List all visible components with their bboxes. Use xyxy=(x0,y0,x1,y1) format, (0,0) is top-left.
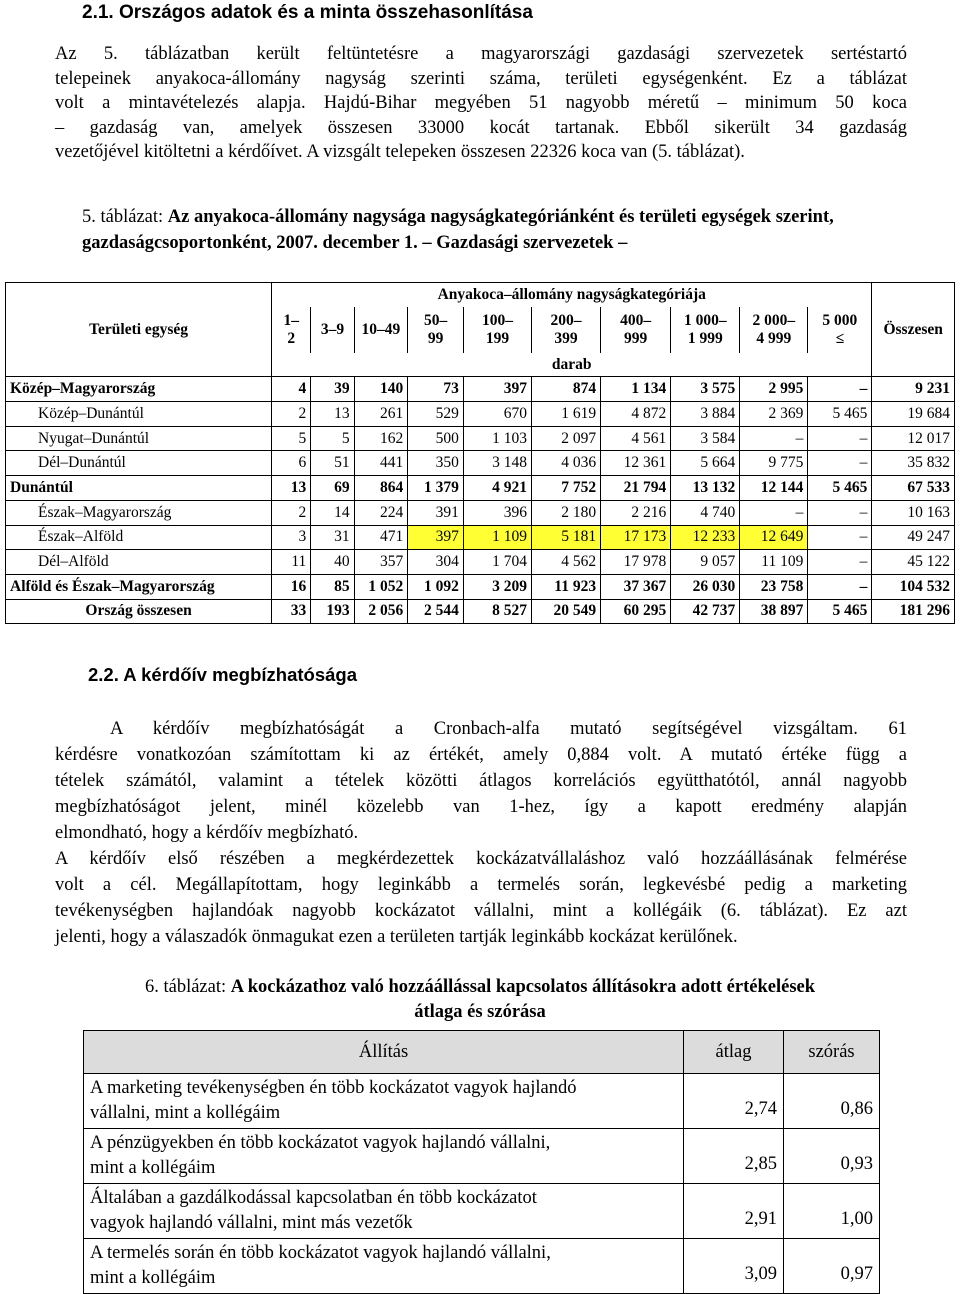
table5-cell: 45 122 xyxy=(872,550,955,575)
table5-cell: – xyxy=(808,525,872,550)
table5-caption xyxy=(82,205,902,256)
table6-header-statement: Állítás xyxy=(84,1031,684,1074)
reliability-paragraph xyxy=(55,716,907,950)
table5-cell: 1 092 xyxy=(408,574,464,599)
reliability-line-1 xyxy=(55,716,907,742)
table5-size-category xyxy=(531,307,600,353)
table5-header-unit: darab xyxy=(272,353,872,377)
table6 xyxy=(83,1030,880,1294)
size-category-to: 1 999 xyxy=(687,329,723,347)
table5-cell: 4 xyxy=(272,377,311,402)
table5-row xyxy=(6,451,955,476)
reliability-line-2-text: kérdésre vonatkozóan számítottam ki az értékét, amely 0,884 volt. A mutató értéke függ a xyxy=(55,745,907,765)
table5-cell: 12 017 xyxy=(872,426,955,451)
table5-cell: – xyxy=(808,500,872,525)
table5-row-label: Közép–Magyarország xyxy=(6,377,272,402)
table5-cell: 12 649 xyxy=(740,525,808,550)
table5-cell: 5 465 xyxy=(808,599,872,624)
table5-size-category xyxy=(601,307,671,353)
table5-header-total: Összesen xyxy=(872,283,955,377)
table5-cell: 5 465 xyxy=(808,476,872,501)
table5-cell: 2 995 xyxy=(740,377,808,402)
table5-cell: 85 xyxy=(311,574,354,599)
table5-cell: 104 532 xyxy=(872,574,955,599)
table6-statement-line: A marketing tevékenységben én több kockázatot vagyok hajlandó xyxy=(90,1078,577,1098)
table5-cell: 140 xyxy=(354,377,408,402)
table5-header-region: Területi egység xyxy=(6,283,272,377)
table5-cell: 350 xyxy=(408,451,464,476)
size-category-to: 4 999 xyxy=(756,329,792,347)
table5-row-label: Észak–Magyarország xyxy=(6,500,272,525)
table5-caption-prefix: 5. táblázat: xyxy=(82,207,168,227)
size-category-to: 999 xyxy=(624,329,648,347)
table6-caption-line-2 xyxy=(55,1000,905,1025)
table5-cell: 4 562 xyxy=(531,550,600,575)
size-category-from: 100– xyxy=(481,311,513,329)
table5-row xyxy=(6,426,955,451)
table5-cell: 3 584 xyxy=(671,426,740,451)
table6-row xyxy=(84,1184,880,1239)
table5-cell: 391 xyxy=(408,500,464,525)
table5-cell: 11 xyxy=(272,550,311,575)
table5-cell: – xyxy=(740,500,808,525)
table5-cell: 33 xyxy=(272,599,311,624)
table5-cell: 670 xyxy=(463,402,531,427)
table5-cell: 864 xyxy=(354,476,408,501)
table5-cell: 11 923 xyxy=(531,574,600,599)
table5-cell: 2 097 xyxy=(531,426,600,451)
table5-cell: 13 xyxy=(311,402,354,427)
table5-cell: 4 036 xyxy=(531,451,600,476)
table5-cell: 1 109 xyxy=(463,525,531,550)
table5-cell: 181 296 xyxy=(872,599,955,624)
table5-cell: 38 897 xyxy=(740,599,808,624)
size-category-from: 50– xyxy=(423,311,448,329)
size-category-from: 1– xyxy=(283,311,299,329)
table6-statement xyxy=(84,1239,684,1294)
table5-cell: 19 684 xyxy=(872,402,955,427)
table5-cell: 2 056 xyxy=(354,599,408,624)
table5-cell: 51 xyxy=(311,451,354,476)
table5-cell: 37 367 xyxy=(601,574,671,599)
table6-sd: 0,97 xyxy=(784,1239,880,1294)
table5-cell: 60 295 xyxy=(601,599,671,624)
table6-statement-line: Általában a gazdálkodással kapcsolatban én több kockázatot xyxy=(90,1188,537,1208)
table6-header-mean: átlag xyxy=(684,1031,784,1074)
table5-cell: 397 xyxy=(463,377,531,402)
size-category-from: 1 000– xyxy=(683,311,727,329)
table5-cell: 5 465 xyxy=(808,402,872,427)
table6-mean: 2,74 xyxy=(684,1074,784,1129)
table6-row xyxy=(84,1074,880,1129)
table5-cell: 39 xyxy=(311,377,354,402)
table5-row xyxy=(6,599,955,624)
table5-row xyxy=(6,476,955,501)
size-category-to: 399 xyxy=(554,329,578,347)
table5-size-category xyxy=(354,307,408,353)
table6-statement-line: A termelés során én több kockázatot vagyok hajlandó vállalni, xyxy=(90,1243,551,1263)
table5-row-label: Dél–Alföld xyxy=(6,550,272,575)
table5-cell: 3 884 xyxy=(671,402,740,427)
table5-cell: 357 xyxy=(354,550,408,575)
table5-cell: 261 xyxy=(354,402,408,427)
intro-line-4-text: – gazdaság van, amelyek összesen 33000 kocát tartanak. Ebből sikerült 34 gazdaság xyxy=(55,117,907,138)
table5-cell: 16 xyxy=(272,574,311,599)
table6-row xyxy=(84,1239,880,1294)
table6-statement xyxy=(84,1184,684,1239)
table6-statement-line: mint a kollégáim xyxy=(90,1268,216,1288)
reliability-line-5 xyxy=(55,820,907,846)
table5-cell: 5 664 xyxy=(671,451,740,476)
intro-line-1-text: Az 5. táblázatban került feltüntetésre a magyarországi gazdasági szervezetek sertéstartó xyxy=(55,44,907,64)
table6-sd: 1,00 xyxy=(784,1184,880,1239)
table5-cell: – xyxy=(808,377,872,402)
table5-header-group: Anyakoca–állomány nagyságkategóriája xyxy=(272,283,872,307)
intro-line-3-text: volt a mintavételezés alapja. Hajdú-Bihar megyében 51 nagyobb méretű – minimum 50 koca xyxy=(55,93,907,114)
table5-cell: 193 xyxy=(311,599,354,624)
table6-statement-line: mint a kollégáim xyxy=(90,1158,216,1178)
reliability-line-4-text: megbízhatóságot jelent, minél közelebb van 1-hez, így a kapott eredmény alapján xyxy=(55,797,907,817)
section-heading-2-1: 2.1. Országos adatok és a minta összehasonlítása xyxy=(82,2,533,23)
table5-cell: 874 xyxy=(531,377,600,402)
table5-cell: 69 xyxy=(311,476,354,501)
table5-size-category xyxy=(808,307,872,353)
table5-cell: 4 561 xyxy=(601,426,671,451)
table5-size-category xyxy=(408,307,464,353)
table5-cell: 12 233 xyxy=(671,525,740,550)
table5-cell: 471 xyxy=(354,525,408,550)
intro-line-5 xyxy=(55,140,907,165)
risk-line-4-text: jelenti, hogy a válaszadók önmagukat ezen a területen tartják leginkább kockázat kerülőnek. xyxy=(55,927,738,947)
table5-cell: 73 xyxy=(408,377,464,402)
table5-cell: 12 144 xyxy=(740,476,808,501)
table6-row xyxy=(84,1129,880,1184)
table5-cell: 396 xyxy=(463,500,531,525)
table5-cell: 162 xyxy=(354,426,408,451)
table5-cell: 31 xyxy=(311,525,354,550)
table5 xyxy=(5,282,955,624)
table5-row xyxy=(6,377,955,402)
table5-header-row-1 xyxy=(6,283,955,307)
table5-cell: – xyxy=(808,451,872,476)
size-category-from: 200– xyxy=(550,311,582,329)
table6-caption-title-2: átlaga és szórása xyxy=(414,1002,546,1022)
table5-cell: 1 103 xyxy=(463,426,531,451)
table5-row-label: Dél–Dunántúl xyxy=(6,451,272,476)
intro-line-5-text: vezetőjével kitöltetni a kérdőívet. A vizsgált telepeken összesen 22326 koca van (5. táblázat). xyxy=(55,142,745,163)
table5-cell: 529 xyxy=(408,402,464,427)
table5-cell: – xyxy=(808,574,872,599)
table5-size-category xyxy=(311,307,354,353)
table5-row-label: Nyugat–Dunántúl xyxy=(6,426,272,451)
intro-line-3 xyxy=(55,91,907,116)
table5-cell: 17 173 xyxy=(601,525,671,550)
reliability-line-2 xyxy=(55,742,907,768)
table5-size-category xyxy=(671,307,740,353)
table5-cell: – xyxy=(808,550,872,575)
section-heading-2-2: 2.2. A kérdőív megbízhatósága xyxy=(88,664,358,685)
table5-row-label: Ország összesen xyxy=(6,599,272,624)
risk-line-2-text: volt a cél. Megállapítottam, hogy leginkább a termelés során, legkevésbé pedig a marketing xyxy=(55,875,907,895)
intro-line-4 xyxy=(55,116,907,141)
table5-row-label: Dunántúl xyxy=(6,476,272,501)
table5-cell: 397 xyxy=(408,525,464,550)
table5-cell: – xyxy=(740,426,808,451)
risk-line-2 xyxy=(55,872,907,898)
table5-cell: 49 247 xyxy=(872,525,955,550)
table5-cell: 1 052 xyxy=(354,574,408,599)
size-category-to: ≤ xyxy=(835,329,845,347)
intro-line-1 xyxy=(55,42,907,67)
table5-cell: 1 704 xyxy=(463,550,531,575)
table5-cell: 2 216 xyxy=(601,500,671,525)
table5-row-label: Alföld és Észak–Magyarország xyxy=(6,574,272,599)
table5-cell: 10 163 xyxy=(872,500,955,525)
table6-mean: 2,91 xyxy=(684,1184,784,1239)
table6-caption xyxy=(55,975,905,1025)
reliability-line-4 xyxy=(55,794,907,820)
table5-cell: 11 109 xyxy=(740,550,808,575)
table5-size-category xyxy=(272,307,311,353)
risk-line-3 xyxy=(55,898,907,924)
table5-cell: 7 752 xyxy=(531,476,600,501)
table5-cell: 224 xyxy=(354,500,408,525)
size-category-from: 2 000– xyxy=(752,311,796,329)
size-category-from: 400– xyxy=(620,311,652,329)
size-category-to: 2 xyxy=(287,329,296,347)
table5-size-category xyxy=(463,307,531,353)
risk-line-1 xyxy=(55,846,907,872)
table5-cell: – xyxy=(808,426,872,451)
table6-statement-line: A pénzügyekben én több kockázatot vagyok hajlandó vállalni, xyxy=(90,1133,551,1153)
table5-cell: 13 xyxy=(272,476,311,501)
table6-header-row xyxy=(84,1031,880,1074)
table5-row xyxy=(6,500,955,525)
table5-row-label: Közép–Dunántúl xyxy=(6,402,272,427)
table6-mean: 3,09 xyxy=(684,1239,784,1294)
size-category-from: 10–49 xyxy=(361,320,401,338)
table5-cell: 304 xyxy=(408,550,464,575)
table5-cell: 14 xyxy=(311,500,354,525)
risk-line-4 xyxy=(55,924,907,950)
table6-statement xyxy=(84,1129,684,1184)
table5-cell: 2 369 xyxy=(740,402,808,427)
table5-cell: 35 832 xyxy=(872,451,955,476)
table5-cell: 3 209 xyxy=(463,574,531,599)
table5-cell: 5 xyxy=(311,426,354,451)
table5-cell: 13 132 xyxy=(671,476,740,501)
table5-size-category xyxy=(740,307,808,353)
table5-cell: 8 527 xyxy=(463,599,531,624)
table5-cell: 4 921 xyxy=(463,476,531,501)
table5-row-label: Észak–Alföld xyxy=(6,525,272,550)
table5-cell: 6 xyxy=(272,451,311,476)
table5-cell: 2 xyxy=(272,402,311,427)
reliability-line-5-text: elmondható, hogy a kérdőív megbízható. xyxy=(55,823,359,843)
table6-sd: 0,86 xyxy=(784,1074,880,1129)
reliability-line-3-text: tételek számától, valamint a tételek közötti átlagos korrelációs együtthatótól, annál nagyobb xyxy=(55,771,907,791)
table5-row xyxy=(6,550,955,575)
table5-cell: 3 148 xyxy=(463,451,531,476)
table5-cell: 3 xyxy=(272,525,311,550)
table5-cell: 5 181 xyxy=(531,525,600,550)
intro-line-2 xyxy=(55,67,907,92)
table6-statement-line: vállalni, mint a kollégáim xyxy=(90,1103,281,1123)
risk-line-1-text: A kérdőív első részében a megkérdezettek kockázatvállaláshoz való hozzáállásának felmérése xyxy=(55,849,907,869)
table5-cell: 17 978 xyxy=(601,550,671,575)
table6-header-sd: szórás xyxy=(784,1031,880,1074)
table6-statement-line: vagyok hajlandó vállalni, mint más vezetők xyxy=(90,1213,413,1233)
table5-cell: 1 619 xyxy=(531,402,600,427)
table6-statement xyxy=(84,1074,684,1129)
reliability-line-1-text: A kérdőív megbízhatóságát a Cronbach-alfa mutató segítségével vizsgáltam. 61 xyxy=(110,719,907,739)
table5-cell: 40 xyxy=(311,550,354,575)
table5-cell: 42 737 xyxy=(671,599,740,624)
table5-caption-title: Az anyakoca-állomány nagysága nagyságkategóriánként és területi egységek szerint, gazdaságcsoportonként, 2007. december 1. – Gazdasági szervezetek – xyxy=(82,207,834,253)
table5-cell: 3 575 xyxy=(671,377,740,402)
table5-row xyxy=(6,525,955,550)
table5-cell: 9 775 xyxy=(740,451,808,476)
size-category-to: 99 xyxy=(427,329,444,347)
table6-caption-title-1: A kockázathoz való hozzáállással kapcsolatos állításokra adott értékelések xyxy=(230,977,816,997)
size-category-to: 199 xyxy=(485,329,510,347)
table5-cell: 1 379 xyxy=(408,476,464,501)
risk-line-3-text: tevékenységben hajlandóak nagyobb kockázatot vállalni, mint a kollégáik (6. táblázat). Ez azt xyxy=(55,901,907,921)
table5-cell: 4 872 xyxy=(601,402,671,427)
table5-cell: 4 740 xyxy=(671,500,740,525)
table5-cell: 500 xyxy=(408,426,464,451)
table5-row xyxy=(6,574,955,599)
reliability-line-3 xyxy=(55,768,907,794)
table5-cell: 67 533 xyxy=(872,476,955,501)
size-category-from: 5 000 xyxy=(822,311,858,329)
intro-paragraph xyxy=(55,42,907,165)
table5-cell: 2 544 xyxy=(408,599,464,624)
table5-cell: 9 057 xyxy=(671,550,740,575)
table6-caption-prefix: 6. táblázat: xyxy=(144,977,231,997)
table5-cell: 5 xyxy=(272,426,311,451)
table5-cell: 21 794 xyxy=(601,476,671,501)
table5-cell: 26 030 xyxy=(671,574,740,599)
size-category-from: 3–9 xyxy=(320,320,345,338)
table5-cell: 441 xyxy=(354,451,408,476)
table5-cell: 20 549 xyxy=(531,599,600,624)
table5-cell: 2 xyxy=(272,500,311,525)
table5-cell: 9 231 xyxy=(872,377,955,402)
table5-cell: 1 134 xyxy=(601,377,671,402)
table5-cell: 2 180 xyxy=(531,500,600,525)
table6-sd: 0,93 xyxy=(784,1129,880,1184)
table6-mean: 2,85 xyxy=(684,1129,784,1184)
table5-cell: 23 758 xyxy=(740,574,808,599)
intro-line-2-text: telepeinek anyakoca-állomány nagyság szerinti száma, területi egységenként. Ez a táblázat xyxy=(55,68,907,89)
table5-cell: 12 361 xyxy=(601,451,671,476)
table5-row xyxy=(6,402,955,427)
table6-caption-line-1 xyxy=(55,975,905,1000)
